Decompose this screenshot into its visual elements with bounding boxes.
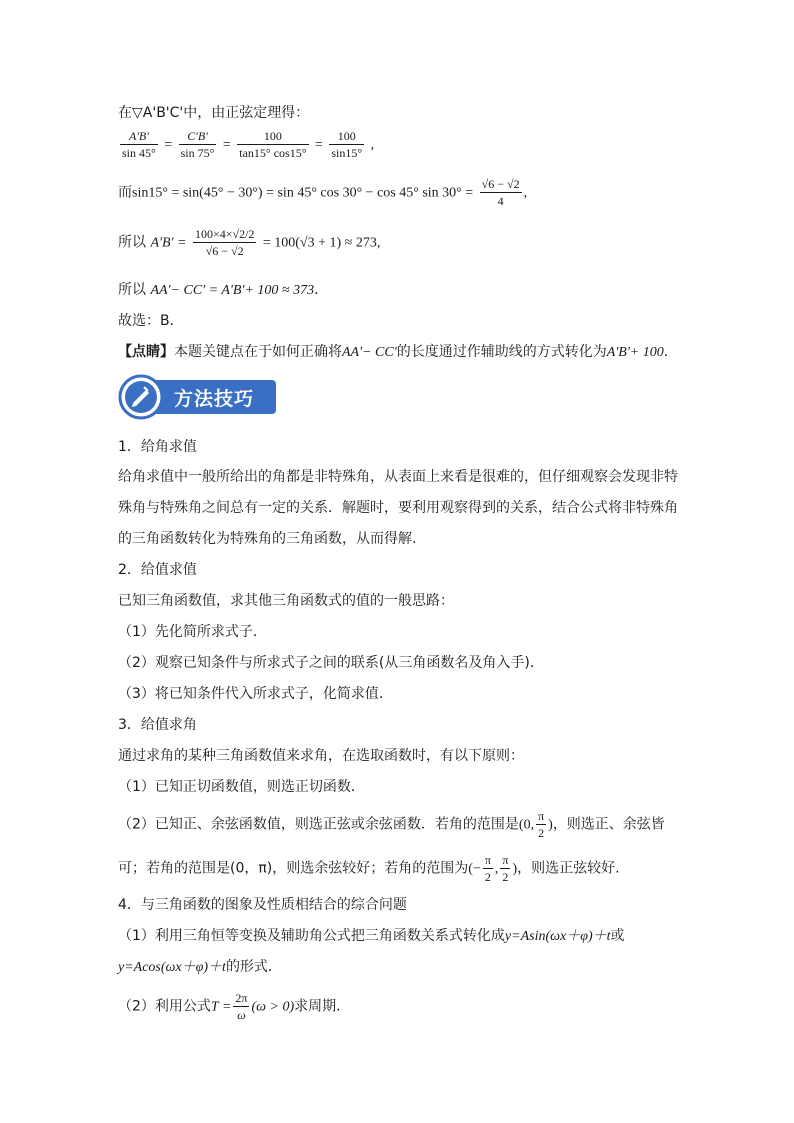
comment-text: 本题关键点在于如何正确将 xyxy=(174,344,342,360)
sin15-den: 4 xyxy=(497,194,504,208)
m3-i3-frac1 xyxy=(483,852,493,885)
method-3-heading xyxy=(118,715,197,735)
comment-end: ． xyxy=(663,344,678,360)
method-4-i3 xyxy=(118,990,350,1023)
ratio-1-num: A'B' xyxy=(120,128,158,145)
method-2-heading xyxy=(118,560,197,580)
m1-p1-text: 给角求值中一般所给出的角都是非特殊角，从表面上来看是很难的，但仔细观察会发现非特 xyxy=(118,469,678,485)
comment-expr: AA'− CC' xyxy=(342,345,397,360)
method-tips-banner xyxy=(118,374,280,420)
m3-i3a: 可；若角的范围是(0，π)，则选余弦较好；若角的范围为 xyxy=(118,860,469,877)
m2-i1-text: （1）先化简所求式子． xyxy=(118,624,267,640)
m3-i3-frac1-num: π xyxy=(484,853,491,867)
ratio-frac-4 xyxy=(329,128,364,161)
ab-line xyxy=(118,226,380,259)
method-3-p1 xyxy=(118,746,524,766)
ratio-frac-2 xyxy=(179,128,217,161)
m4-i3-frac-num: 2π xyxy=(235,991,248,1005)
comment-expr2: A'B'+ 100 xyxy=(606,345,664,360)
method-2-i3 xyxy=(118,684,393,704)
triangle-intro-text: 在▽A'B'C'中，由正弦定理得： xyxy=(118,105,310,121)
comment-line xyxy=(118,342,678,363)
m2-i3-text: （3）将已知条件代入所求式子，化简求值． xyxy=(118,686,393,702)
ab-num: 100×4×√2/2 xyxy=(194,227,255,241)
m4-i2b: 的形式． xyxy=(225,959,282,975)
ratio-frac-3 xyxy=(237,128,308,161)
m1-p3-text: 的三角函数转化为特殊角的三角函数，从而得解. xyxy=(118,531,417,547)
method-2-i2 xyxy=(118,653,544,673)
diff-prefix: 所以 xyxy=(118,282,146,298)
m4-i3c: (ω > 0) xyxy=(251,999,295,1015)
m3-i3e: ，则选正弦较好. xyxy=(517,860,620,877)
m4-i1b: y=Asin(ωx＋φ)＋t xyxy=(504,929,611,944)
m3-i2c: ) xyxy=(548,817,553,833)
diff-line xyxy=(118,280,328,301)
ab-lhs: A'B' = xyxy=(150,235,187,251)
m4-i3d: 求周期． xyxy=(294,998,351,1015)
m3-i2-frac xyxy=(536,808,546,841)
method-2-p1 xyxy=(118,591,454,611)
method-1-p2 xyxy=(118,498,678,518)
m3-i2d: ，则选正、余弦皆 xyxy=(552,816,665,833)
diff-expr: AA'− CC' = A'B'+ 100 ≈ 373 xyxy=(150,283,315,298)
m3-i3d: ) xyxy=(512,861,518,877)
m4-i2a: y=Acos(ωx＋φ)＋t xyxy=(118,960,226,975)
m3-i2a: （2）已知正、余弦函数值，则选正弦或余弦函数．若角的范围是 xyxy=(118,816,519,833)
m3-i3-frac2 xyxy=(500,852,510,885)
m3-i3b: (− xyxy=(468,861,481,877)
method-4-heading-text: 4．与三角函数的图象及性质相结合的综合问题 xyxy=(118,897,407,913)
ratio-2-num: C'B' xyxy=(179,128,217,145)
m4-i3a: （2）利用公式 xyxy=(118,998,211,1015)
m3-i3-frac2-num: π xyxy=(502,853,509,867)
comment-text2: 的长度通过作辅助线的方式转化为 xyxy=(396,344,607,360)
method-4-i2 xyxy=(118,957,282,978)
ratio-3-den: tan15° cos15° xyxy=(239,146,307,160)
ratio-frac-1 xyxy=(120,128,158,161)
sin15-num: √6 − √2 xyxy=(481,177,520,191)
m3-p1-text: 通过求角的某种三角函数值来求角，在选取函数时，有以下原则： xyxy=(118,748,524,764)
method-1-p1 xyxy=(118,467,678,487)
diff-end: ． xyxy=(314,282,329,298)
triangle-intro xyxy=(118,103,309,123)
m4-i1a: （1）利用三角恒等变换及辅助角公式把三角函数关系式转化成 xyxy=(118,928,505,944)
method-1-p3 xyxy=(118,529,416,549)
ab-frac xyxy=(193,226,256,259)
m3-i3c: , xyxy=(494,861,499,877)
method-1-heading-text: 1．给角求值 xyxy=(118,439,197,455)
sin15-prefix: 而 xyxy=(118,184,132,201)
sine-law-ratio: $\frac{A'B'}{\sin 45^\circ}$ = $\frac{C'B'}{\sin 75^\circ}$ = $\frac{100}{\tan 15^\circ \cos 15^\circ}$ = $\frac{100}{\sin 15^\circ}$ , xyxy=(122,129,375,160)
answer-text: 故选：B． xyxy=(118,313,184,329)
sin15-line: 而sin15° = sin(45° − 30°) = sin 45° cos 30° − cos 45° sin 30° = $\frac{√6 - √2}{4}$ , xyxy=(118,177,528,208)
m3-i2-frac-num: π xyxy=(538,809,545,823)
ratio-2-den: sin 75° xyxy=(180,146,215,160)
method-4-heading xyxy=(118,895,407,915)
m3-i3-frac1-den: 2 xyxy=(484,870,491,884)
m4-i1c: 或 xyxy=(610,928,625,944)
banner-title: 方法技巧 xyxy=(174,388,255,410)
sin15-expr: sin15° = sin(45° − 30°) = sin 45° cos 30° − cos 45° sin 30° = xyxy=(132,185,474,201)
m3-i2-frac-den: 2 xyxy=(538,826,545,840)
m3-i1-text: （1）已知正切函数值，则选正切函数． xyxy=(118,779,365,795)
ab-rhs: = 100(√3 + 1) ≈ 273, xyxy=(262,235,381,251)
m3-i2b: (0, xyxy=(518,817,535,833)
m2-i2-text: （2）观察已知条件与所求式子之间的联系(从三角函数名及角入手)． xyxy=(118,655,544,671)
m3-i3-frac2-den: 2 xyxy=(502,870,509,884)
ab-prefix: 所以 xyxy=(118,234,146,251)
ab-den: √6 − √2 xyxy=(205,244,244,258)
ratio-4-den: sin15° xyxy=(331,146,363,160)
method-3-heading-text: 3．给值求角 xyxy=(118,717,197,733)
method-2-i1 xyxy=(118,622,267,642)
comment-tag: 【点睛】 xyxy=(118,344,174,360)
method-4-i1 xyxy=(118,926,625,947)
method-3-i1 xyxy=(118,777,365,797)
m1-p2-text: 殊角与特殊角之间总有一定的关系．解题时，要利用观察得到的关系，结合公式将非特殊角 xyxy=(118,500,678,516)
method-3-i2 xyxy=(118,808,665,841)
m4-i3-frac xyxy=(233,990,249,1023)
m4-i3b: T = xyxy=(210,999,232,1015)
ratio-1-den: sin 45° xyxy=(122,146,156,160)
m4-i3-frac-den: ω xyxy=(237,1008,246,1022)
sin15-frac xyxy=(480,176,522,209)
method-1-heading xyxy=(118,437,197,457)
ratio-3-num: 100 xyxy=(237,128,308,145)
ratio-4-num: 100 xyxy=(329,128,364,145)
method-2-heading-text: 2．给值求值 xyxy=(118,562,197,578)
m2-p1-text: 已知三角函数值，求其他三角函数式的值的一般思路： xyxy=(118,593,454,609)
answer-line xyxy=(118,311,184,331)
method-3-i3 xyxy=(118,852,620,885)
